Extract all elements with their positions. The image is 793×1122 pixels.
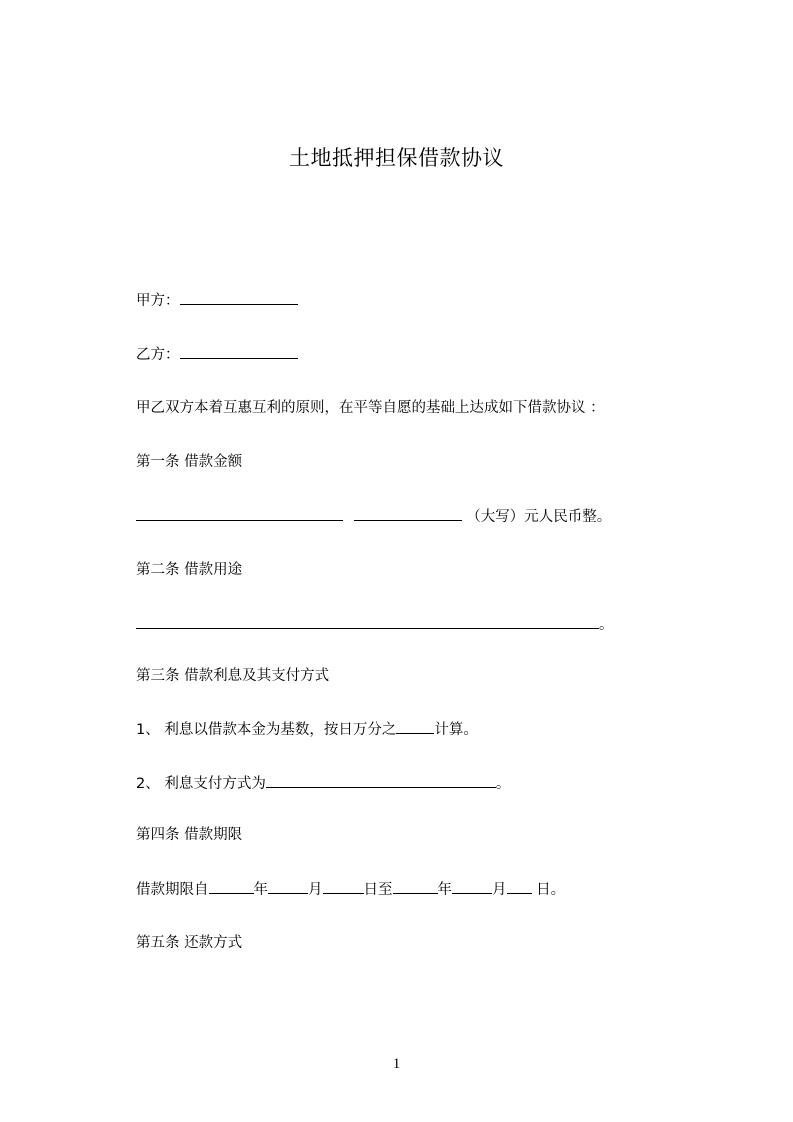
term-prefix: 借款期限自 [136, 882, 209, 898]
start-year-blank[interactable] [209, 879, 254, 894]
end-month-blank[interactable] [452, 879, 492, 894]
end-year-blank[interactable] [393, 879, 438, 894]
article-3-item-2 [136, 773, 510, 794]
page-number: 1 [392, 1056, 401, 1072]
amount-numeric-blank[interactable] [136, 506, 343, 521]
party-a-line [136, 290, 298, 311]
end-day-blank[interactable] [507, 879, 532, 894]
start-month-blank[interactable] [268, 879, 308, 894]
item-2-suffix: 。 [495, 776, 511, 792]
amount-suffix: （大写）元人民币整。 [466, 509, 612, 525]
purpose-blank[interactable] [136, 614, 599, 629]
start-month-label: 月 [308, 882, 323, 898]
start-day-label: 日至 [363, 882, 393, 898]
article-3-heading: 第三条 借款利息及其支付方式 [136, 668, 330, 684]
article-1-heading: 第一条 借款金额 [136, 454, 243, 470]
article-5-heading: 第五条 还款方式 [136, 935, 243, 951]
start-day-blank[interactable] [323, 879, 364, 894]
article-4-term-line [136, 879, 565, 900]
article-2-purpose-line [136, 614, 614, 635]
article-4-heading: 第四条 借款期限 [136, 827, 243, 843]
end-month-label: 月 [492, 882, 507, 898]
party-a-label: 甲方： [136, 293, 180, 309]
party-a-blank[interactable] [180, 290, 298, 305]
amount-words-blank[interactable] [354, 506, 462, 521]
article-2-heading: 第二条 借款用途 [136, 562, 243, 578]
end-day-label: 日。 [531, 882, 566, 898]
item-2-prefix: 2、 利息支付方式为 [136, 776, 266, 792]
start-year-label: 年 [253, 882, 268, 898]
article-1-amount-line [136, 506, 611, 527]
document-title: 土地抵押担保借款协议 [289, 146, 504, 170]
party-b-line [136, 344, 298, 365]
item-1-prefix: 1、 利息以借款本金为基数，按日万分之 [136, 722, 397, 738]
article-3-item-1 [136, 719, 478, 740]
interest-rate-blank[interactable] [396, 719, 434, 734]
end-year-label: 年 [437, 882, 452, 898]
payment-method-blank[interactable] [266, 773, 496, 788]
preamble: 甲乙双方本着互惠互利的原则，在平等自愿的基础上达成如下借款协议 ： [136, 400, 605, 416]
party-b-label: 乙方： [136, 347, 180, 363]
purpose-suffix: 。 [599, 617, 614, 633]
party-b-blank[interactable] [180, 344, 298, 359]
item-1-suffix: 计算。 [434, 722, 478, 738]
